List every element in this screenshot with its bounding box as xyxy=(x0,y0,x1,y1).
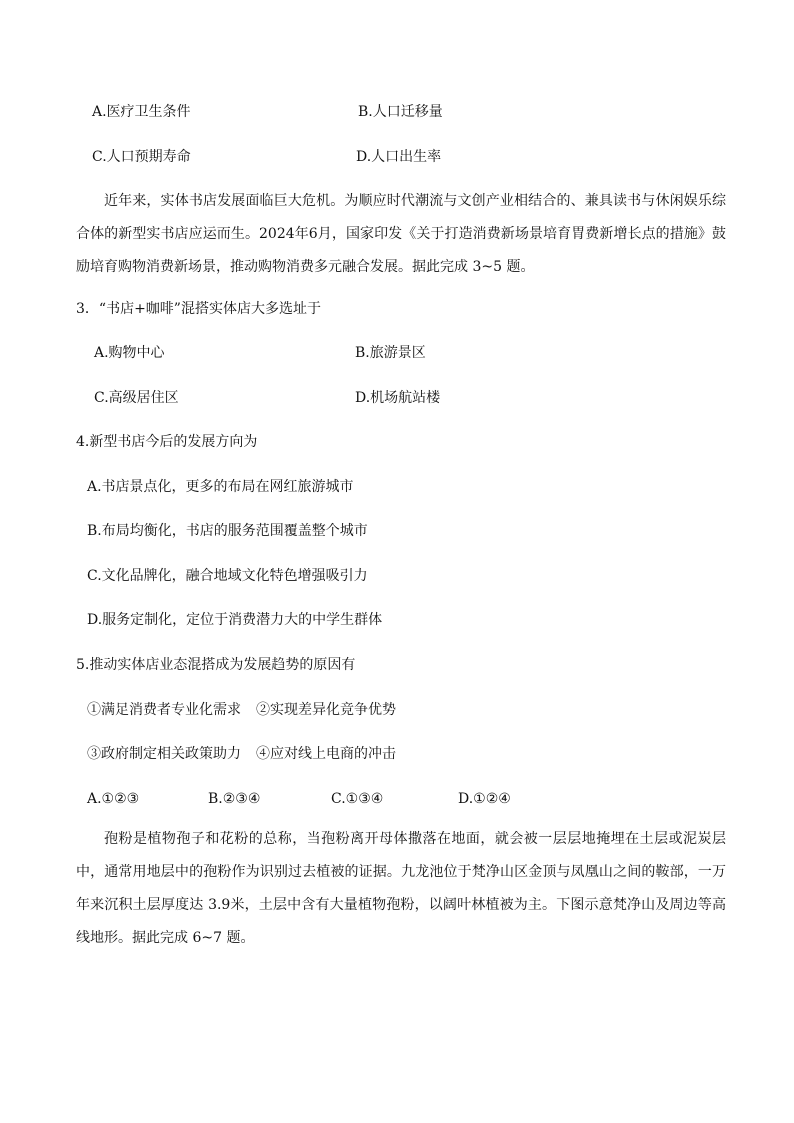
q5-statement-3: ③政府制定相关政策助力 xyxy=(87,746,241,762)
q2-option-a: A.医疗卫生条件 xyxy=(92,104,191,120)
q4-stem: 4.新型书店今后的发展方向为 xyxy=(76,434,258,450)
q5-stem: 5.推动实体店业态混搭成为发展趋势的原因有 xyxy=(76,657,356,673)
q3-option-a: A.购物中心 xyxy=(94,345,165,361)
q4-option-a: A.书店景点化，更多的布局在网红旅游城市 xyxy=(87,479,354,495)
q5-statement-4: ④应对线上电商的冲击 xyxy=(256,746,396,762)
q2-option-d: D.人口出生率 xyxy=(356,149,442,165)
reading-passage-bookstore: 近年来，实体书店发展面临巨大危机。为顺应时代潮流与文创产业相结合的、兼具读书与休闲娱乐综合体的新型实书店应运而生。2024年6月，国家印发《关于打造消费新场景培育胃费新增长点的措施》鼓励培育购物消费新场景，推动购物消费多元融合发展。据此完成 3~5 题。 xyxy=(76,193,726,275)
q5-option-c: C.①③④ xyxy=(331,791,384,807)
q5-statement-1: ①满足消费者专业化需求 xyxy=(87,702,241,718)
q4-option-c: C.文化品牌化，融合地域文化特色增强吸引力 xyxy=(87,568,368,584)
q3-option-d: D.机场航站楼 xyxy=(355,390,441,406)
q5-option-b: B.②③④ xyxy=(208,791,261,807)
q3-option-c: C.高级居住区 xyxy=(94,390,179,406)
q2-option-b: B.人口迁移量 xyxy=(358,104,443,120)
q3-stem: 3．“书店+咖啡”混搭实体店大多选址于 xyxy=(76,301,321,317)
q2-option-c: C.人口预期寿命 xyxy=(92,149,191,165)
q3-option-b: B.旅游景区 xyxy=(355,345,426,361)
q5-option-d: D.①②④ xyxy=(458,791,511,807)
q5-statement-2: ②实现差异化竞争优势 xyxy=(256,702,396,718)
q4-option-d: D.服务定制化，定位于消费潜力大的中学生群体 xyxy=(87,612,383,628)
reading-passage-pollen: 孢粉是植物孢子和花粉的总称，当孢粉离开母体撒落在地面，就会被一层层地掩埋在土层或泥炭层中，通常用地层中的孢粉作为识别过去植被的证据。九龙池位于梵净山区金顶与凤凰山之间的鞍部，一万年来沉积土层厚度达 3.9米，土层中含有大量植物孢粉，以阔叶林植被为主。下图示意梵净山及周边等高线地形。据此完成 6~7 题。 xyxy=(76,831,726,946)
q4-option-b: B.布局均衡化，书店的服务范围覆盖整个城市 xyxy=(87,523,368,539)
q5-option-a: A.①②③ xyxy=(87,791,140,807)
